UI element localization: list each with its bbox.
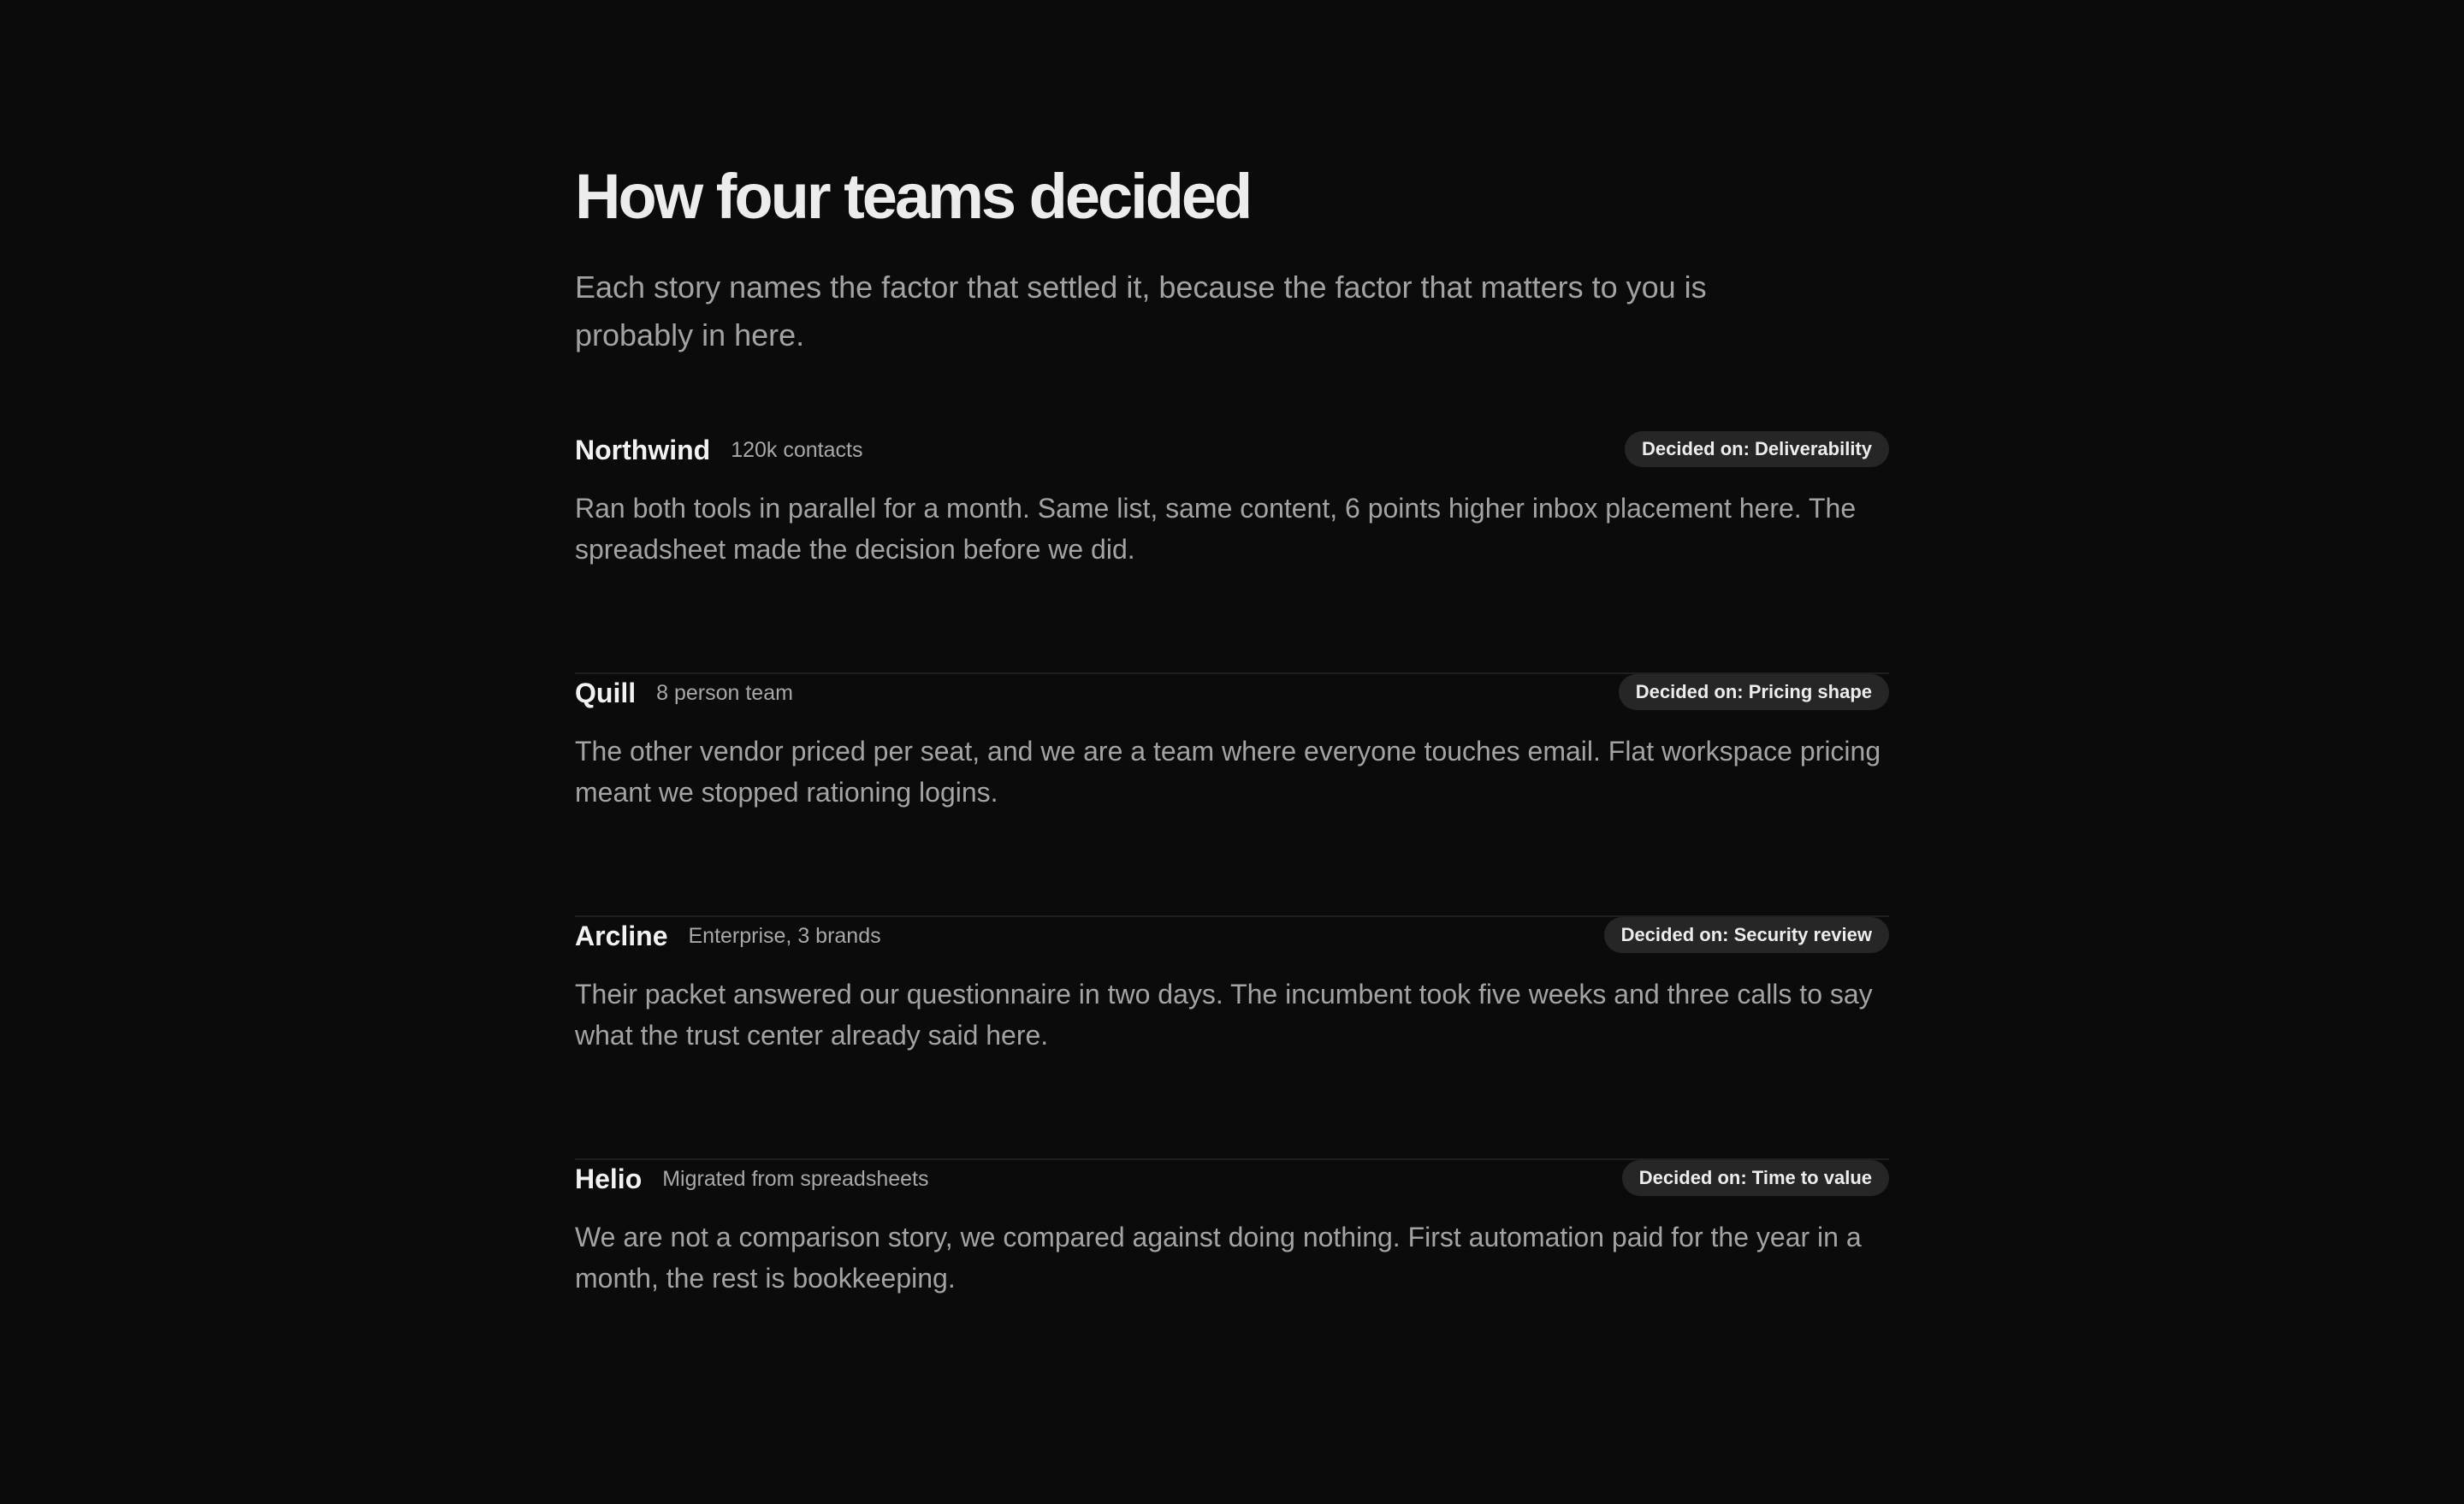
story-header [575, 1160, 1889, 1198]
story-list [575, 431, 1889, 1401]
decision-badge: Decided on: Pricing shape [1619, 674, 1889, 710]
story-header [575, 431, 1889, 469]
story-header [575, 917, 1889, 955]
story-team-meta: Enterprise, 3 brands [688, 924, 881, 948]
story-quote: Their packet answered our questionnaire in two days. The incumbent took five weeks and three calls to say what the trust center already said here. [575, 979, 1873, 1051]
page-subtitle: Each story names the factor that settled it, because the factor that matters to you is probably in here. [575, 269, 1707, 352]
story-team-name: Northwind [575, 435, 711, 465]
story-helio [575, 1160, 1889, 1401]
story-quote: The other vendor priced per seat, and we are a team where everyone touches email. Flat workspace pricing meant we stopped rationing logins. [575, 736, 1881, 808]
story-quote: We are not a comparison story, we compared against doing nothing. First automation paid for the year in a month, the rest is bookkeeping. [575, 1222, 1862, 1294]
story-team-meta: 8 person team [656, 681, 793, 705]
story-team-meta: Migrated from spreadsheets [662, 1167, 929, 1191]
story-header [575, 674, 1889, 712]
page-title: How four teams decided [575, 161, 1251, 232]
story-team-name: Helio [575, 1164, 643, 1194]
story-quill [575, 674, 1889, 917]
story-quote: Ran both tools in parallel for a month. Same list, same content, 6 points higher inbox placement here. The spreadsheet made the decision before we did. [575, 493, 1857, 565]
decision-badge: Decided on: Security review [1604, 917, 1889, 953]
story-arcline [575, 917, 1889, 1160]
decision-badge: Decided on: Time to value [1622, 1160, 1889, 1196]
stories-section [575, 154, 1889, 1401]
story-team-meta: 120k contacts [731, 438, 863, 462]
decision-badge: Decided on: Deliverability [1625, 431, 1889, 467]
story-team-name: Arcline [575, 921, 668, 951]
story-northwind [575, 431, 1889, 674]
story-team-name: Quill [575, 678, 637, 708]
